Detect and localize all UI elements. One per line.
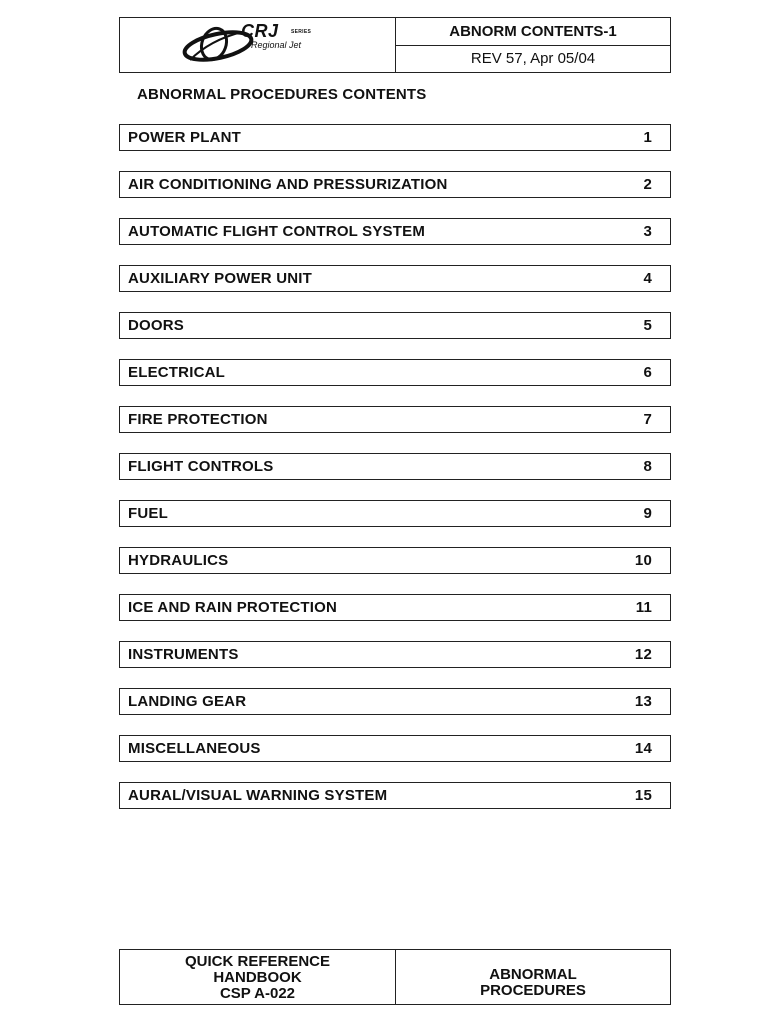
toc-title: HYDRAULICS	[128, 552, 229, 569]
toc-title: DOORS	[128, 317, 185, 334]
footer-handbook	[120, 950, 396, 1004]
toc-entry[interactable]	[119, 500, 671, 527]
toc-page-number: 7	[643, 411, 652, 428]
toc-title: LANDING GEAR	[128, 693, 247, 710]
toc-entry[interactable]	[119, 782, 671, 809]
logo-text: CRJ	[241, 21, 279, 41]
header-info	[396, 18, 670, 72]
toc-title: AIR CONDITIONING AND PRESSURIZATION	[128, 176, 448, 193]
toc-entry[interactable]	[119, 641, 671, 668]
toc-page-number: 12	[634, 646, 652, 663]
toc-page-number: 10	[634, 552, 652, 569]
toc-title: POWER PLANT	[128, 129, 242, 146]
toc-entry[interactable]	[119, 312, 671, 339]
toc-entry[interactable]	[119, 547, 671, 574]
toc-entry[interactable]	[119, 688, 671, 715]
toc-entry[interactable]	[119, 453, 671, 480]
toc-title: FLIGHT CONTROLS	[128, 458, 274, 475]
toc-entry[interactable]	[119, 735, 671, 762]
toc-title: FIRE PROTECTION	[128, 411, 268, 428]
footer-line: CSP A-022	[219, 985, 296, 1002]
toc-title: AURAL/VISUAL WARNING SYSTEM	[128, 787, 388, 804]
page-title: ABNORMAL PROCEDURES CONTENTS	[137, 86, 427, 103]
page-footer	[119, 949, 671, 1005]
toc-title: ICE AND RAIN PROTECTION	[128, 599, 338, 616]
toc-page-number: 11	[635, 599, 652, 616]
toc-entry[interactable]	[119, 359, 671, 386]
toc-page-number: 15	[634, 787, 652, 804]
toc-title: ELECTRICAL	[128, 364, 225, 381]
toc-page-number: 14	[634, 740, 652, 757]
toc-entry[interactable]	[119, 265, 671, 292]
toc-title: AUXILIARY POWER UNIT	[128, 270, 313, 287]
toc-entry[interactable]	[119, 171, 671, 198]
footer-section	[396, 950, 670, 1004]
toc-title: INSTRUMENTS	[128, 646, 239, 663]
revision-label: REV 57, Apr 05/04	[470, 50, 596, 68]
toc-entry[interactable]	[119, 406, 671, 433]
toc-entry[interactable]	[119, 218, 671, 245]
logo-series: SERIES	[291, 29, 312, 35]
footer-line: ABNORMAL	[489, 966, 577, 983]
toc-page-number: 8	[643, 458, 652, 475]
toc-title: FUEL	[128, 505, 168, 522]
toc-title: AUTOMATIC FLIGHT CONTROL SYSTEM	[128, 223, 426, 240]
toc-title: MISCELLANEOUS	[128, 740, 261, 757]
toc-entry[interactable]	[119, 124, 671, 151]
toc-page-number: 13	[634, 693, 652, 710]
toc-page-number: 9	[643, 505, 652, 522]
toc-page-number: 1	[643, 129, 652, 146]
page-id: ABNORM CONTENTS-1	[396, 18, 670, 46]
logo-subtitle: Regional Jet	[251, 40, 302, 50]
toc-page-number: 3	[643, 223, 652, 240]
footer-line: QUICK REFERENCE	[184, 953, 330, 970]
toc-page-number: 2	[643, 176, 652, 193]
page-header	[119, 17, 671, 73]
toc-page-number: 4	[643, 270, 652, 287]
footer-line: HANDBOOK	[213, 969, 302, 986]
crj-logo	[120, 18, 396, 72]
toc-entry[interactable]	[119, 594, 671, 621]
toc-page-number: 6	[643, 364, 652, 381]
footer-line: PROCEDURES	[480, 982, 586, 999]
toc-page-number: 5	[643, 317, 652, 334]
